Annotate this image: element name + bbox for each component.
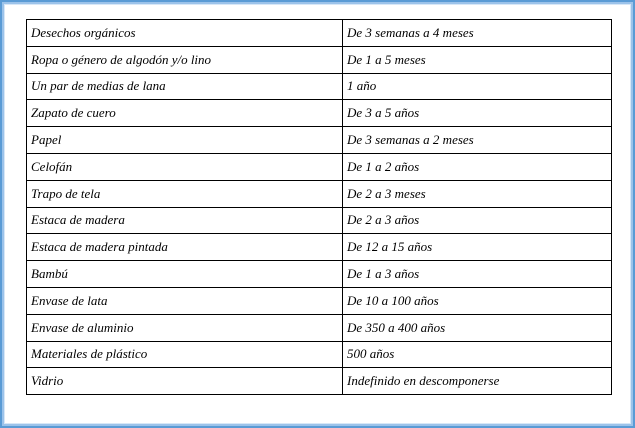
table-cell-time: 1 año <box>343 73 612 100</box>
table-cell-item: Estaca de madera <box>27 207 343 234</box>
table-row <box>27 73 612 100</box>
table-row <box>27 261 612 288</box>
table-row <box>27 368 612 395</box>
table-cell-time: De 3 semanas a 2 meses <box>343 127 612 154</box>
table-cell-time: De 350 a 400 años <box>343 314 612 341</box>
decomposition-table <box>26 19 612 395</box>
table-cell-time: De 1 a 5 meses <box>343 46 612 73</box>
table-cell-time: De 10 a 100 años <box>343 287 612 314</box>
table-cell-time: Indefinido en descomponerse <box>343 368 612 395</box>
table-cell-time: 500 años <box>343 341 612 368</box>
table-cell-item: Estaca de madera pintada <box>27 234 343 261</box>
table-cell-time: De 2 a 3 meses <box>343 180 612 207</box>
table-row <box>27 341 612 368</box>
table-cell-item: Desechos orgánicos <box>27 20 343 47</box>
table-cell-item: Vidrio <box>27 368 343 395</box>
table-cell-time: De 3 a 5 años <box>343 100 612 127</box>
table-cell-item: Papel <box>27 127 343 154</box>
table-cell-time: De 3 semanas a 4 meses <box>343 20 612 47</box>
table-row <box>27 287 612 314</box>
table-row <box>27 20 612 47</box>
table-row <box>27 207 612 234</box>
table-row <box>27 314 612 341</box>
table-cell-time: De 1 a 2 años <box>343 153 612 180</box>
table-cell-time: De 12 a 15 años <box>343 234 612 261</box>
table-row <box>27 127 612 154</box>
table-cell-item: Materiales de plástico <box>27 341 343 368</box>
table-cell-time: De 1 a 3 años <box>343 261 612 288</box>
table-row <box>27 234 612 261</box>
table-cell-item: Envase de aluminio <box>27 314 343 341</box>
table-row <box>27 153 612 180</box>
table-cell-time: De 2 a 3 años <box>343 207 612 234</box>
table-cell-item: Zapato de cuero <box>27 100 343 127</box>
table-row <box>27 100 612 127</box>
table-cell-item: Bambú <box>27 261 343 288</box>
table-row <box>27 180 612 207</box>
table-row <box>27 46 612 73</box>
table-cell-item: Celofán <box>27 153 343 180</box>
table-cell-item: Ropa o género de algodón y/o lino <box>27 46 343 73</box>
table-cell-item: Un par de medias de lana <box>27 73 343 100</box>
table-cell-item: Envase de lata <box>27 287 343 314</box>
table-cell-item: Trapo de tela <box>27 180 343 207</box>
